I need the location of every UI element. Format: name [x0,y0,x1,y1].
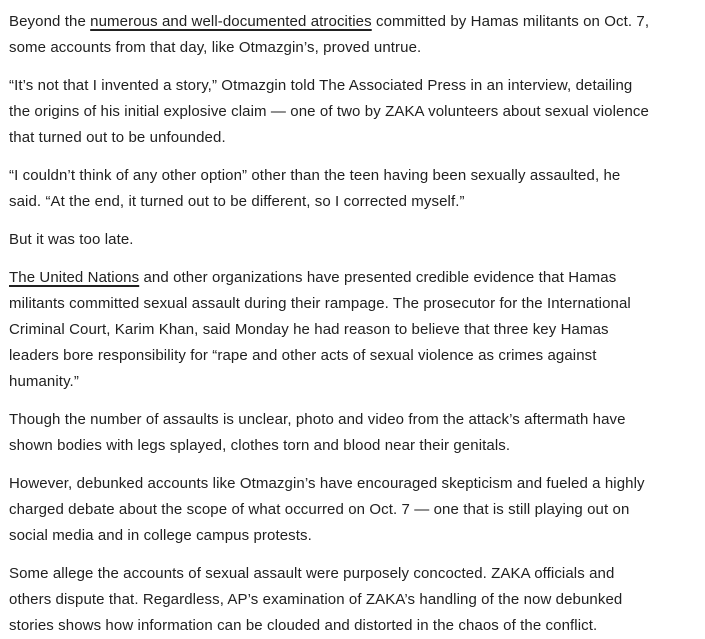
text-line [9,317,697,343]
text-line [9,471,697,497]
paragraph-1 [9,9,697,61]
text-segment: and other organizations have presented credible evidence that Hamas [139,269,617,286]
text-segment: humanity.” [9,373,79,390]
text-line [9,163,697,189]
text-segment: Some allege the accounts of sexual assault were purposely concocted. ZAKA officials and [9,565,615,582]
text-segment: others dispute that. Regardless, AP’s examination of ZAKA’s handling of the now debunked [9,591,623,608]
text-line [9,613,697,639]
text-segment: But it was too late. [9,231,134,248]
text-segment: charged debate about the scope of what occurred on Oct. 7 — one that is still playing out on [9,501,630,518]
text-line [9,523,697,549]
text-line [9,587,697,613]
text-line [9,227,697,253]
text-line [9,433,697,459]
text-segment: shown bodies with legs splayed, clothes torn and blood near their genitals. [9,437,511,454]
paragraph-5 [9,265,697,395]
text-line [9,99,697,125]
text-line [9,497,697,523]
paragraph-6 [9,407,697,459]
text-line [9,125,697,151]
link-numerous-atrocities[interactable]: numerous and well-documented atrocities [90,13,372,30]
text-line [9,369,697,395]
paragraph-2 [9,73,697,151]
text-segment: committed by Hamas militants on Oct. 7, [371,13,650,30]
text-line [9,561,697,587]
text-segment: some accounts from that day, like Otmazgin’s, proved untrue. [9,39,422,56]
text-line [9,189,697,215]
text-segment: Criminal Court, Karim Khan, said Monday he had reason to believe that three key Hamas [9,321,609,338]
text-line [9,343,697,369]
text-segment: Beyond the [9,13,91,30]
text-line [9,35,697,61]
text-segment: the origins of his initial explosive claim — one of two by ZAKA volunteers about sexual violence [9,103,649,120]
text-line [9,73,697,99]
paragraph-3 [9,163,697,215]
text-segment: Though the number of assaults is unclear, photo and video from the attack’s aftermath have [9,411,626,428]
text-segment: leaders bore responsibility for “rape and other acts of sexual violence as crimes against [9,347,597,364]
link-united-nations[interactable]: The United Nations [9,269,140,286]
text-segment: that turned out to be unfounded. [9,129,226,146]
text-segment: However, debunked accounts like Otmazgin’s have encouraged skepticism and fueled a highly [9,475,645,492]
text-line [9,9,697,35]
text-line [9,291,697,317]
text-segment: “I couldn’t think of any other option” other than the teen having been sexually assaulted, he [9,167,621,184]
text-line [9,407,697,433]
paragraph-4 [9,227,697,253]
text-segment: militants committed sexual assault during their rampage. The prosecutor for the International [9,295,631,312]
text-line [9,265,697,291]
paragraph-8 [9,561,697,639]
text-segment: said. “At the end, it turned out to be different, so I corrected myself.” [9,193,465,210]
text-segment: social media and in college campus protests. [9,527,312,544]
paragraph-7 [9,471,697,549]
text-segment: stories shows how information can be clouded and distorted in the chaos of the conflict. [9,617,598,634]
text-segment: “It’s not that I invented a story,” Otmazgin told The Associated Press in an interview, detailing [9,77,633,94]
